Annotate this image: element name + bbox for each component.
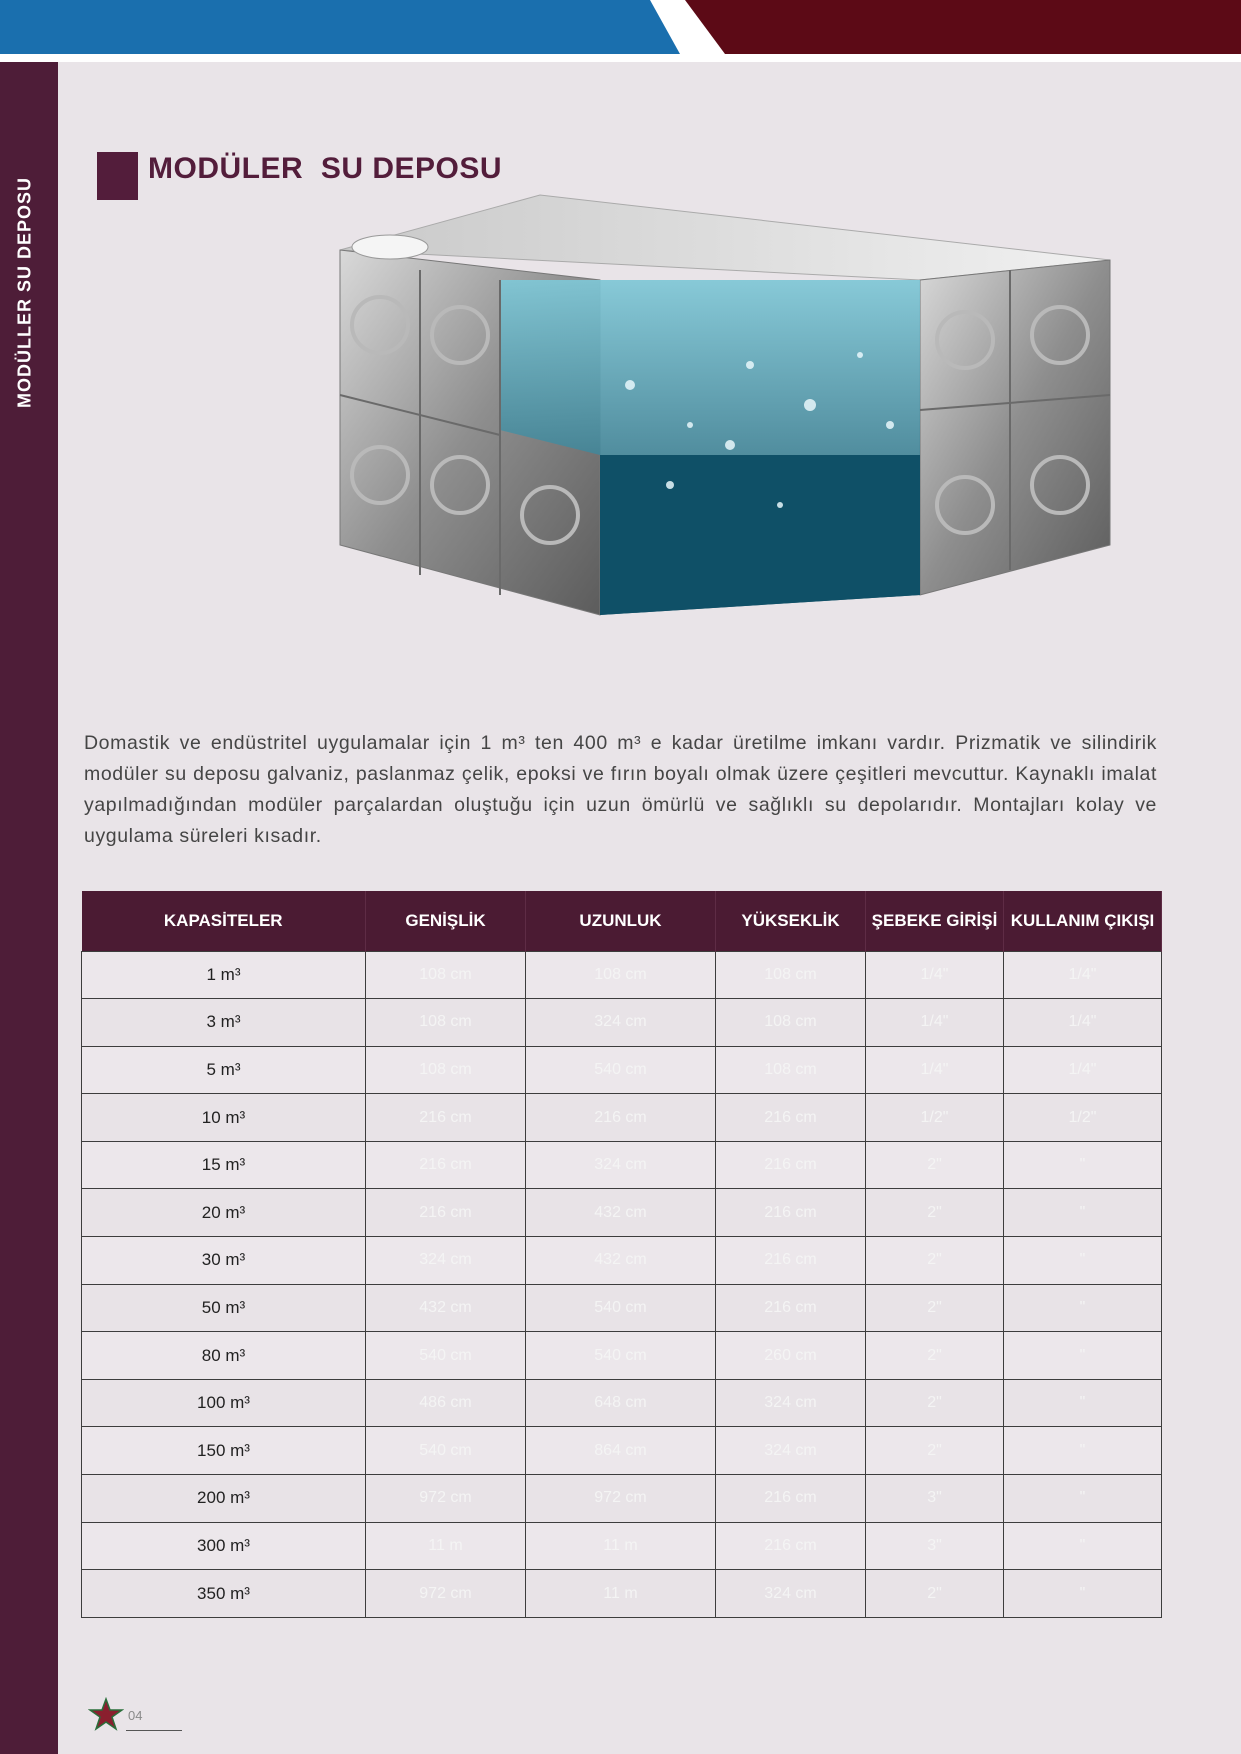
cell-length: 648 cm xyxy=(526,1379,716,1427)
brand-star-icon xyxy=(88,1697,124,1733)
table-row xyxy=(82,1332,1162,1380)
table-row xyxy=(82,1094,1162,1142)
cell-outlet: 1/4" xyxy=(1004,1046,1162,1094)
cell-outlet: 1/2" xyxy=(1004,1094,1162,1142)
table-row xyxy=(82,1189,1162,1237)
cell-width: 972 cm xyxy=(366,1475,526,1523)
cell-width: 324 cm xyxy=(366,1237,526,1285)
cell-length: 11 m xyxy=(526,1522,716,1570)
table-row xyxy=(82,1427,1162,1475)
cell-length: 540 cm xyxy=(526,1284,716,1332)
cell-capacity: 3 m³ xyxy=(82,999,366,1047)
header-width: GENİŞLİK xyxy=(366,891,526,951)
top-banner-blue-band xyxy=(0,0,680,54)
cell-inlet: 1/4" xyxy=(866,951,1004,999)
cell-inlet: 3" xyxy=(866,1522,1004,1570)
cell-length: 324 cm xyxy=(526,999,716,1047)
cell-length: 108 cm xyxy=(526,951,716,999)
cell-outlet: " xyxy=(1004,1284,1162,1332)
header-usage-outlet: KULLANIM ÇIKIŞI xyxy=(1004,891,1162,951)
header-capacity: KAPASİTELER xyxy=(82,891,366,951)
cell-outlet: " xyxy=(1004,1237,1162,1285)
footer-divider xyxy=(126,1730,182,1731)
cell-length: 540 cm xyxy=(526,1332,716,1380)
title-marker xyxy=(97,152,138,200)
cell-inlet: 2" xyxy=(866,1570,1004,1618)
cell-width: 216 cm xyxy=(366,1189,526,1237)
page-title: MODÜLER SU DEPOSU xyxy=(148,152,503,185)
cell-width: 216 cm xyxy=(366,1141,526,1189)
cell-height: 216 cm xyxy=(716,1141,866,1189)
table-row xyxy=(82,1570,1162,1618)
table-row xyxy=(82,1284,1162,1332)
cell-height: 216 cm xyxy=(716,1522,866,1570)
cell-length: 324 cm xyxy=(526,1141,716,1189)
cell-capacity: 350 m³ xyxy=(82,1570,366,1618)
table-row xyxy=(82,999,1162,1047)
top-banner xyxy=(0,0,1241,62)
table-row xyxy=(82,1522,1162,1570)
cell-height: 216 cm xyxy=(716,1475,866,1523)
cell-outlet: " xyxy=(1004,1332,1162,1380)
description-paragraph: Domastik ve endüstritel uygulamalar için 1 m³ ten 400 m³ e kadar üretilme imkanı vardır. Prizmatik ve silindirik modüler su deposu galvaniz, paslanmaz çelik, epoksi ve fırın boyalı olmak üzere çeşitleri mevcuttur. Kaynaklı imalat yapılmadığından modüler parçalardan oluştuğu için uzun ömürlü ve sağlıklı su depolarıdır. Montajları kolay ve uygulama süreleri kısadır. xyxy=(84,732,1157,847)
table-row xyxy=(82,1237,1162,1285)
cell-height: 108 cm xyxy=(716,1046,866,1094)
cell-capacity: 200 m³ xyxy=(82,1475,366,1523)
cell-outlet: " xyxy=(1004,1141,1162,1189)
page-number: 04 xyxy=(128,1708,143,1723)
cell-capacity: 50 m³ xyxy=(82,1284,366,1332)
cell-length: 540 cm xyxy=(526,1046,716,1094)
cell-height: 216 cm xyxy=(716,1189,866,1237)
cell-length: 864 cm xyxy=(526,1427,716,1475)
cell-outlet: " xyxy=(1004,1570,1162,1618)
cell-inlet: 2" xyxy=(866,1379,1004,1427)
cell-capacity: 10 m³ xyxy=(82,1094,366,1142)
cell-width: 216 cm xyxy=(366,1094,526,1142)
side-bar xyxy=(0,62,58,1754)
cell-inlet: 2" xyxy=(866,1284,1004,1332)
cell-height: 260 cm xyxy=(716,1332,866,1380)
cell-width: 972 cm xyxy=(366,1570,526,1618)
cell-capacity: 100 m³ xyxy=(82,1379,366,1427)
cell-length: 432 cm xyxy=(526,1189,716,1237)
cell-capacity: 15 m³ xyxy=(82,1141,366,1189)
cell-inlet: 2" xyxy=(866,1427,1004,1475)
cell-height: 216 cm xyxy=(716,1284,866,1332)
cell-capacity: 30 m³ xyxy=(82,1237,366,1285)
cell-width: 108 cm xyxy=(366,951,526,999)
table-header-row xyxy=(82,891,1162,951)
cell-width: 540 cm xyxy=(366,1332,526,1380)
cell-capacity: 20 m³ xyxy=(82,1189,366,1237)
tank-illustration xyxy=(330,185,1120,695)
cell-height: 216 cm xyxy=(716,1237,866,1285)
cell-inlet: 2" xyxy=(866,1141,1004,1189)
table-row xyxy=(82,1475,1162,1523)
cell-height: 216 cm xyxy=(716,1094,866,1142)
cell-width: 432 cm xyxy=(366,1284,526,1332)
cell-capacity: 1 m³ xyxy=(82,951,366,999)
cell-width: 486 cm xyxy=(366,1379,526,1427)
table-row xyxy=(82,1379,1162,1427)
table-row xyxy=(82,1141,1162,1189)
cell-length: 432 cm xyxy=(526,1237,716,1285)
cell-inlet: 2" xyxy=(866,1237,1004,1285)
cell-outlet: 1/4" xyxy=(1004,999,1162,1047)
cell-width: 540 cm xyxy=(366,1427,526,1475)
cell-capacity: 300 m³ xyxy=(82,1522,366,1570)
cell-height: 108 cm xyxy=(716,999,866,1047)
cell-outlet: " xyxy=(1004,1189,1162,1237)
cell-capacity: 150 m³ xyxy=(82,1427,366,1475)
cell-inlet: 3" xyxy=(866,1475,1004,1523)
cell-width: 11 m xyxy=(366,1522,526,1570)
header-mains-inlet: ŞEBEKE GİRİŞİ xyxy=(866,891,1004,951)
table-row xyxy=(82,1046,1162,1094)
cell-length: 216 cm xyxy=(526,1094,716,1142)
cell-capacity: 80 m³ xyxy=(82,1332,366,1380)
cell-length: 11 m xyxy=(526,1570,716,1618)
cell-inlet: 2" xyxy=(866,1189,1004,1237)
cell-capacity: 5 m³ xyxy=(82,1046,366,1094)
table-row xyxy=(82,951,1162,999)
cell-length: 972 cm xyxy=(526,1475,716,1523)
header-length: UZUNLUK xyxy=(526,891,716,951)
cell-height: 324 cm xyxy=(716,1379,866,1427)
cell-outlet: " xyxy=(1004,1475,1162,1523)
cell-outlet: " xyxy=(1004,1427,1162,1475)
capacity-table xyxy=(81,891,1162,1618)
cell-inlet: 2" xyxy=(866,1332,1004,1380)
top-banner-red-band xyxy=(685,0,1241,54)
side-bar-label: MODÜLLER SU DEPOSU xyxy=(14,176,35,408)
cell-width: 108 cm xyxy=(366,999,526,1047)
cell-inlet: 1/4" xyxy=(866,1046,1004,1094)
cell-inlet: 1/4" xyxy=(866,999,1004,1047)
cell-height: 324 cm xyxy=(716,1570,866,1618)
cell-inlet: 1/2" xyxy=(866,1094,1004,1142)
cell-outlet: " xyxy=(1004,1522,1162,1570)
cell-height: 324 cm xyxy=(716,1427,866,1475)
cell-outlet: 1/4" xyxy=(1004,951,1162,999)
header-height: YÜKSEKLİK xyxy=(716,891,866,951)
cell-height: 108 cm xyxy=(716,951,866,999)
cell-outlet: " xyxy=(1004,1379,1162,1427)
cell-width: 108 cm xyxy=(366,1046,526,1094)
